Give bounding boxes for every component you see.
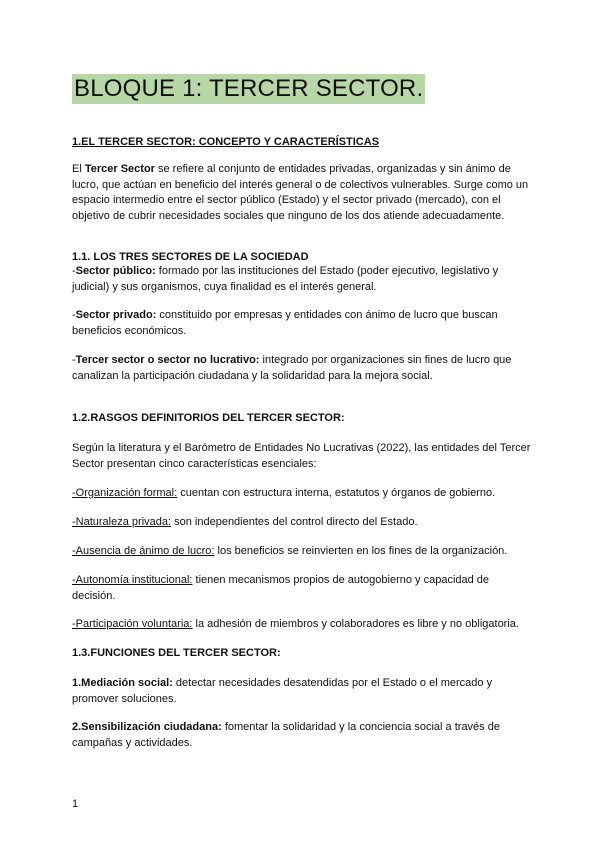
section-1-heading: 1.EL TERCER SECTOR: CONCEPTO Y CARACTERÍSTICAS	[72, 136, 380, 148]
sector-item	[72, 308, 532, 339]
item-prefix: -	[72, 354, 76, 366]
item-term: -Organización formal:	[72, 487, 178, 499]
sector-item	[72, 264, 532, 295]
item-term: Tercer sector o sector no lucrativo:	[75, 354, 260, 366]
item-prefix: -	[72, 265, 76, 277]
item-text: son independientes del control directo del Estado.	[171, 516, 418, 528]
item-text: integrado por organizaciones sin fines de lucro que canalizan la participación ciudadana y la solidaridad para la mejora social.	[72, 354, 512, 382]
trait-item	[72, 617, 532, 633]
trait-item	[72, 515, 532, 531]
function-item	[72, 676, 532, 707]
section-1-1-heading: 1.1. LOS TRES SECTORES DE LA SOCIEDAD	[72, 251, 309, 263]
item-text: la adhesión de miembros y colaboradores es libre y no obligatoria.	[192, 618, 519, 630]
section-1-3-heading: 1.3.FUNCIONES DEL TERCER SECTOR:	[72, 647, 281, 659]
item-term: 1.Mediación social:	[72, 677, 173, 689]
trait-item	[72, 573, 532, 604]
intro-prefix: El	[72, 163, 85, 175]
item-term: Sector público:	[75, 265, 156, 277]
section-1-intro	[72, 162, 532, 224]
trait-item	[72, 486, 532, 502]
item-term: -Ausencia de ánimo de lucro:	[72, 545, 215, 557]
function-item	[72, 720, 532, 751]
item-term: 2.Sensibilización ciudadana:	[72, 721, 222, 733]
item-term: Sector privado:	[75, 309, 157, 321]
item-term: -Naturaleza privada:	[72, 516, 172, 528]
item-term: -Autonomía institucional:	[72, 574, 193, 586]
intro-bold-term: Tercer Sector	[84, 163, 155, 175]
item-text: detectar necesidades desatendidas por el Estado o el mercado y promover soluciones.	[72, 677, 493, 705]
item-prefix: -	[72, 309, 76, 321]
item-text: cuentan con estructura interna, estatutos y órganos de gobierno.	[177, 487, 496, 499]
section-1-2-intro: Según la literatura y el Barómetro de Entidades No Lucrativas (2022), las entidades del Tercer Sector presentan cinco características esenciales:	[72, 442, 531, 470]
item-term: -Participación voluntaria:	[72, 618, 193, 630]
page-number: 1	[72, 798, 79, 810]
item-text: fomentar la solidaridad y la conciencia social a través de campañas y actividades.	[72, 721, 500, 749]
sector-item	[72, 353, 532, 384]
page-title: BLOQUE 1: TERCER SECTOR.	[74, 75, 424, 102]
item-text: formado por las instituciones del Estado (poder ejecutivo, legislativo y judicial) y sus organismos, cuya finalidad es el interés general.	[72, 265, 499, 293]
section-1-2-heading: 1.2.RASGOS DEFINITORIOS DEL TERCER SECTOR:	[72, 412, 345, 424]
item-text: tienen mecanismos propios de autogobierno y capacidad de decisión.	[72, 574, 490, 602]
intro-rest: se refiere al conjunto de entidades privadas, organizadas y sin ánimo de lucro, que actúan en beneficio del interés general o de colectivos vulnerables. Surge como un espacio intermedio entre el sector público (Estado) y el sector privado (mercado), con el objetivo de cubrir necesidades sociales que ninguno de los dos atiende adecuadamente.	[72, 163, 529, 222]
trait-item	[72, 544, 532, 560]
item-text: los beneficios se reinvierten en los fines de la organización.	[214, 545, 508, 557]
item-text: constituido por empresas y entidades con ánimo de lucro que buscan beneficios económicos.	[72, 309, 498, 337]
